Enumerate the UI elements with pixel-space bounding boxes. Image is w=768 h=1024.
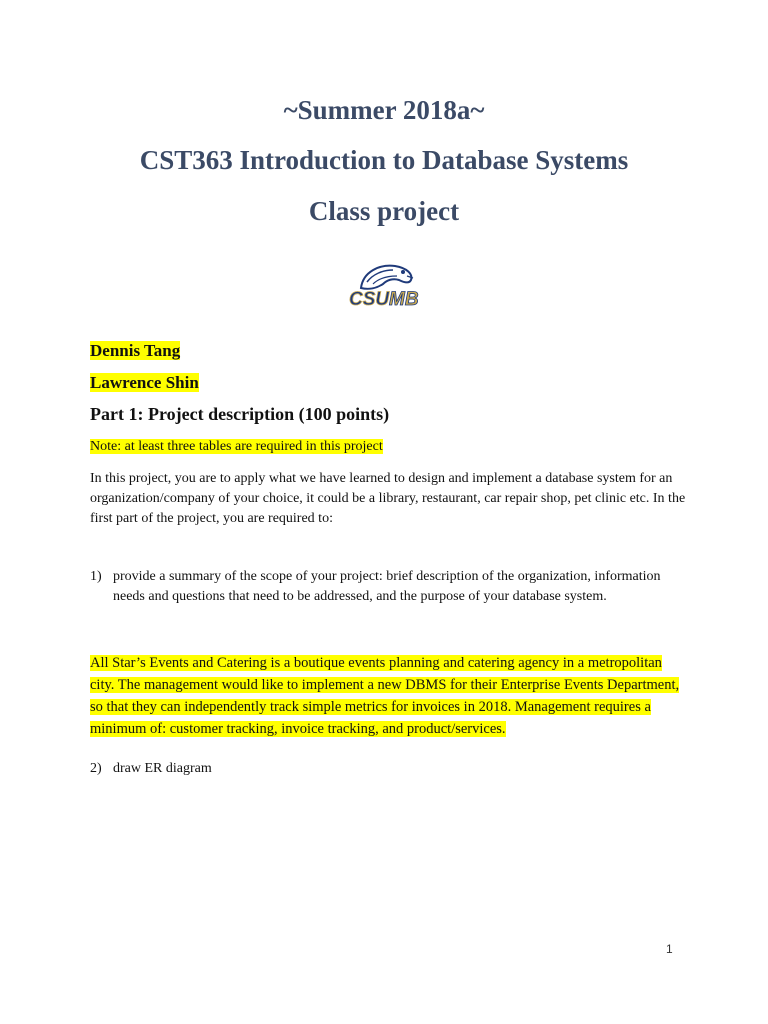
author-name: Lawrence Shin (90, 373, 199, 392)
project-title: Class project (308, 196, 460, 226)
project-summary: All Star’s Events and Catering is a boutique events planning and catering agency in a metropolitan city. The management would like to implement a new DBMS for their Enterprise Events Department, so that they can independently track simple metrics for invoices in 2018. Management requires a minimum of: customer tracking, invoice tracking, and product/services. (90, 655, 680, 737)
page-number: 1 (666, 942, 673, 956)
part1-heading: Part 1: Project description (100 points) (90, 404, 390, 424)
intro-paragraph: In this project, you are to apply what we have learned to design and implement a database system for an organization/company of your choice, it could be a library, restaurant, car repair shop, pet clinic etc. In the first part of the project, you are required to: (90, 471, 686, 526)
svg-text:CSU: CSU (349, 289, 390, 310)
list-text: draw ER diagram (113, 761, 212, 776)
list-text: provide a summary of the scope of your project: brief description of the organization, information needs and questions that need to be addressed, and the purpose of your database system. (113, 569, 661, 604)
author-name: Dennis Tang (90, 341, 181, 360)
list-number: 1) (90, 569, 102, 584)
course-title: CST363 Introduction to Database Systems (139, 145, 629, 175)
term-title: ~Summer 2018a~ (283, 95, 485, 125)
svg-text:MB: MB (389, 289, 419, 310)
requirement-note: Note: at least three tables are required in this project (90, 439, 383, 454)
list-number: 2) (90, 761, 102, 776)
csumb-otter-logo-icon (343, 258, 423, 314)
